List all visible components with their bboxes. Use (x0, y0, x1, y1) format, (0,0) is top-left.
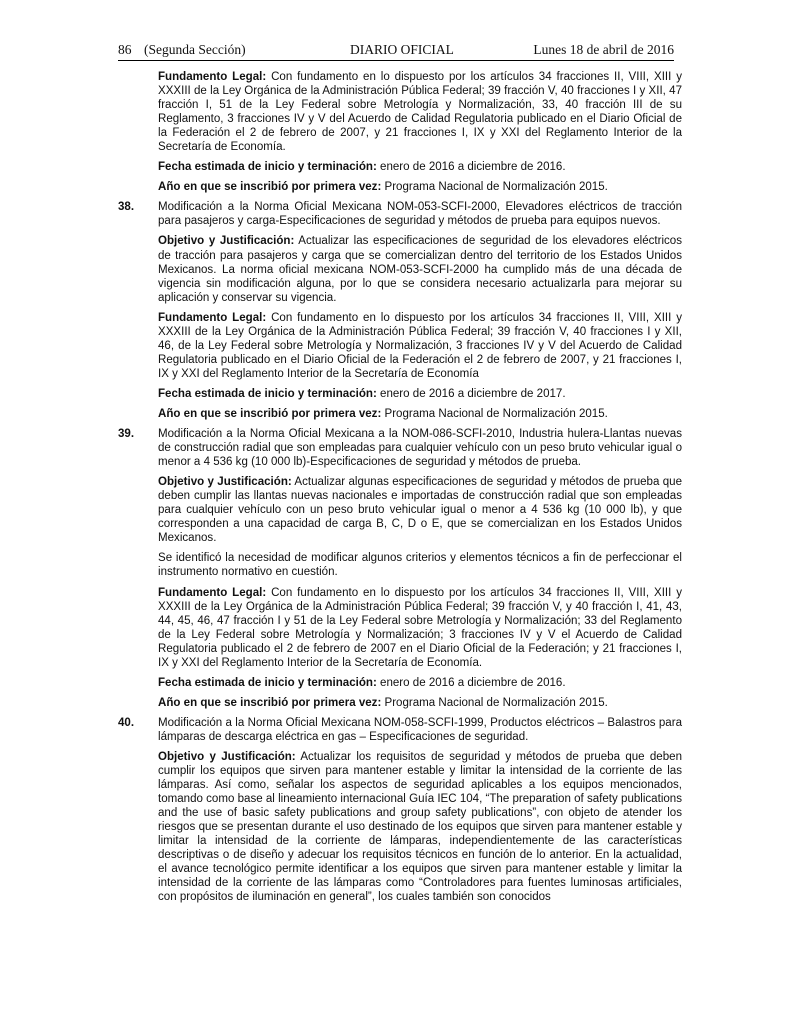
item-title-text: Modificación a la Norma Oficial Mexicana NOM-053-SCFI-2000, Elevadores eléctricos de tracción para pasajeros y carga-Especificaciones de seguridad y métodos de prueba para equipos nuevos. (158, 201, 682, 228)
anio-text: Programa Nacional de Normalización 2015. (381, 696, 608, 709)
anio-label: Año en que se inscribió por primera vez: (158, 181, 382, 194)
publication-date: Lunes 18 de abril de 2016 (533, 42, 674, 57)
fecha-paragraph (118, 387, 682, 401)
fecha-label: Fecha estimada de inicio y terminación: (158, 161, 377, 174)
fecha-label: Fecha estimada de inicio y terminación: (158, 676, 377, 689)
objetivo-paragraph (118, 475, 682, 545)
page-number: 86 (118, 42, 132, 57)
extra-paragraph: Se identificó la necesidad de modificar algunos criterios y elementos técnicos a fin de perfeccionar el instrumento normativo en cuestión. (158, 552, 682, 579)
item-number: 38. (118, 201, 135, 214)
fundamento-text: Con fundamento en lo dispuesto por los artículos 34 fracciones II, VIII, XIII y XXXIII de la Ley Orgánica de la Administración Pública Federal; 39 fracción V, y 40 fracción I, 41, 43, 44, 45, 46, 47 fracción I y 51 de la Ley Federal sobre Metrología y Normalización; 33 del Reglamento de la Ley Federal sobre Metrología y Normalización; 3 fracciones IV y V el Acuerdo de Calidad Regulatoria publicado el 2 de febrero de 2007 en el Diario Oficial de la Federación; y 21 fracciones I, IX y XXI del Reglamento Interior de la Secretaría de Economía. (158, 586, 682, 669)
fecha-text: enero de 2016 a diciembre de 2016. (376, 161, 566, 174)
anio-paragraph (118, 180, 682, 194)
item-38-title (118, 200, 682, 228)
item-number: 39. (118, 428, 135, 441)
fundamento-label: Fundamento Legal: (158, 71, 267, 83)
document-body (118, 70, 682, 904)
objetivo-text: Actualizar algunas especificaciones de seguridad y métodos de prueba que deben cumplir las llantas nuevas nacionales e importadas de construcción radial que son empleadas para cualquier vehículo con un peso bruto vehicular igual o menor a 4 536 kg (10 000 lb), y que corresponden a una capacidad de carga B, C, D o E, que se comercializan en los Estados Unidos Mexicanos. (158, 476, 682, 545)
item-40-title (118, 716, 682, 744)
fecha-label: Fecha estimada de inicio y terminación: (158, 387, 377, 400)
fecha-paragraph (118, 676, 682, 690)
anio-text: Programa Nacional de Normalización 2015. (381, 181, 608, 194)
item-number: 40. (118, 716, 135, 729)
fecha-text: enero de 2016 a diciembre de 2016. (376, 676, 566, 689)
objetivo-paragraph (118, 750, 682, 905)
fundamento-text: Con fundamento en lo dispuesto por los artículos 34 fracciones II, VIII, XIII y XXXIII de la Ley Orgánica de la Administración Pública Federal; 39 fracción V, 40 fracciones I y XII, 46, de la Ley Federal sobre Metrología y Normalización, 3 fracciones IV y V del Acuerdo de Calidad Regulatoria publicado en el Diario Oficial de la Federación el 2 de febrero de 2007, y 21 fracciones I, IX y XXI del Reglamento Interior de la Secretaría de Economía (158, 311, 682, 380)
item-title-text: Modificación a la Norma Oficial Mexicana a la NOM-086-SCFI-2010, Industria hulera-Llantas nuevas de construcción radial que son empleadas para cualquier vehículo con un peso bruto vehicular igual o menor a 4 536 kg (10 000 lb)-Especificaciones de seguridad y métodos de prueba. (158, 428, 682, 469)
anio-paragraph (118, 407, 682, 421)
item-title-text: Modificación a la Norma Oficial Mexicana NOM-058-SCFI-1999, Productos eléctricos – Balastros para lámparas de descarga eléctrica en gas – Especificaciones de seguridad. (158, 716, 682, 743)
objetivo-label: Objetivo y Justificación: (158, 750, 296, 763)
objetivo-text: Actualizar las especificaciones de seguridad de los elevadores eléctricos de tracción para pasajeros y carga que se comercializan dentro del territorio de los Estados Unidos Mexicanos. La norma oficial mexicana NOM-053-SCFI-2000 ha cumplido más de una década de vigencia sin modificación alguna, por lo que se considera necesario actualizarla para mejorar su aplicación y conservar su vigencia. (158, 235, 682, 304)
fundamento-label: Fundamento Legal: (158, 311, 267, 324)
objetivo-text: Actualizar los requisitos de seguridad y métodos de prueba que deben cumplir los equipos que sirven para mantener estable y limitar la intensidad de la corriente de las lámparas. Así como, señalar los aspectos de seguridad aplicables a los equipos mencionados, tomando como base al lineamiento internacional Guía IEC 104, “The preparation of safety publications and the use of basic safety publications and group safety publications”, con objeto de atender los riesgos que se presentan durante el uso destinado de los equipos que sirven para mantener estable y limitar la intensidad de la corriente de lámparas, independientemente de las características descriptivas o de diseño y adecuar los requisitos técnicos en función de lo anterior. En la actualidad, el avance tecnológico permite identificar a los equipos que sirven para mantener estable y limitar la intensidad de la corriente de las lámparas como “Controladores para fuentes luminosas artificiales, con propósitos de iluminación en general”, los cuales también son conocidos (158, 750, 682, 904)
anio-paragraph (118, 696, 682, 710)
fundamento-paragraph (118, 311, 682, 381)
fundamento-paragraph (118, 70, 682, 154)
objetivo-paragraph (118, 234, 682, 304)
section-label: (Segunda Sección) (144, 42, 246, 57)
page-header (118, 42, 674, 61)
item-39-title (118, 427, 682, 469)
fecha-text: enero de 2016 a diciembre de 2017. (376, 387, 566, 400)
fundamento-paragraph (118, 586, 682, 670)
fundamento-text: Con fundamento en lo dispuesto por los artículos 34 fracciones II, VIII, XIII y XXXIII de la Ley Orgánica de la Administración Pública Federal; 39 fracción V, 40 fracciones I y XII, 47 fracción I, 51 de la Ley Federal sobre Metrología y Normalización, 33, 40 fracción III de su Reglamento, 3 fracciones IV y V del Acuerdo de Calidad Regulatoria publicado en el Diario Oficial de la Federación el 2 de febrero de 2007, y 21 fracciones I, IX y XXI del Reglamento Interior de la Secretaría de Economía. (158, 71, 682, 154)
anio-label: Año en que se inscribió por primera vez: (158, 407, 382, 420)
objetivo-label: Objetivo y Justificación: (158, 476, 292, 489)
anio-text: Programa Nacional de Normalización 2015. (381, 407, 608, 420)
fundamento-label: Fundamento Legal: (158, 586, 267, 599)
publication-title: DIARIO OFICIAL (350, 42, 454, 57)
objetivo-label: Objetivo y Justificación: (158, 235, 295, 248)
fecha-paragraph (118, 160, 682, 174)
anio-label: Año en que se inscribió por primera vez: (158, 696, 382, 709)
